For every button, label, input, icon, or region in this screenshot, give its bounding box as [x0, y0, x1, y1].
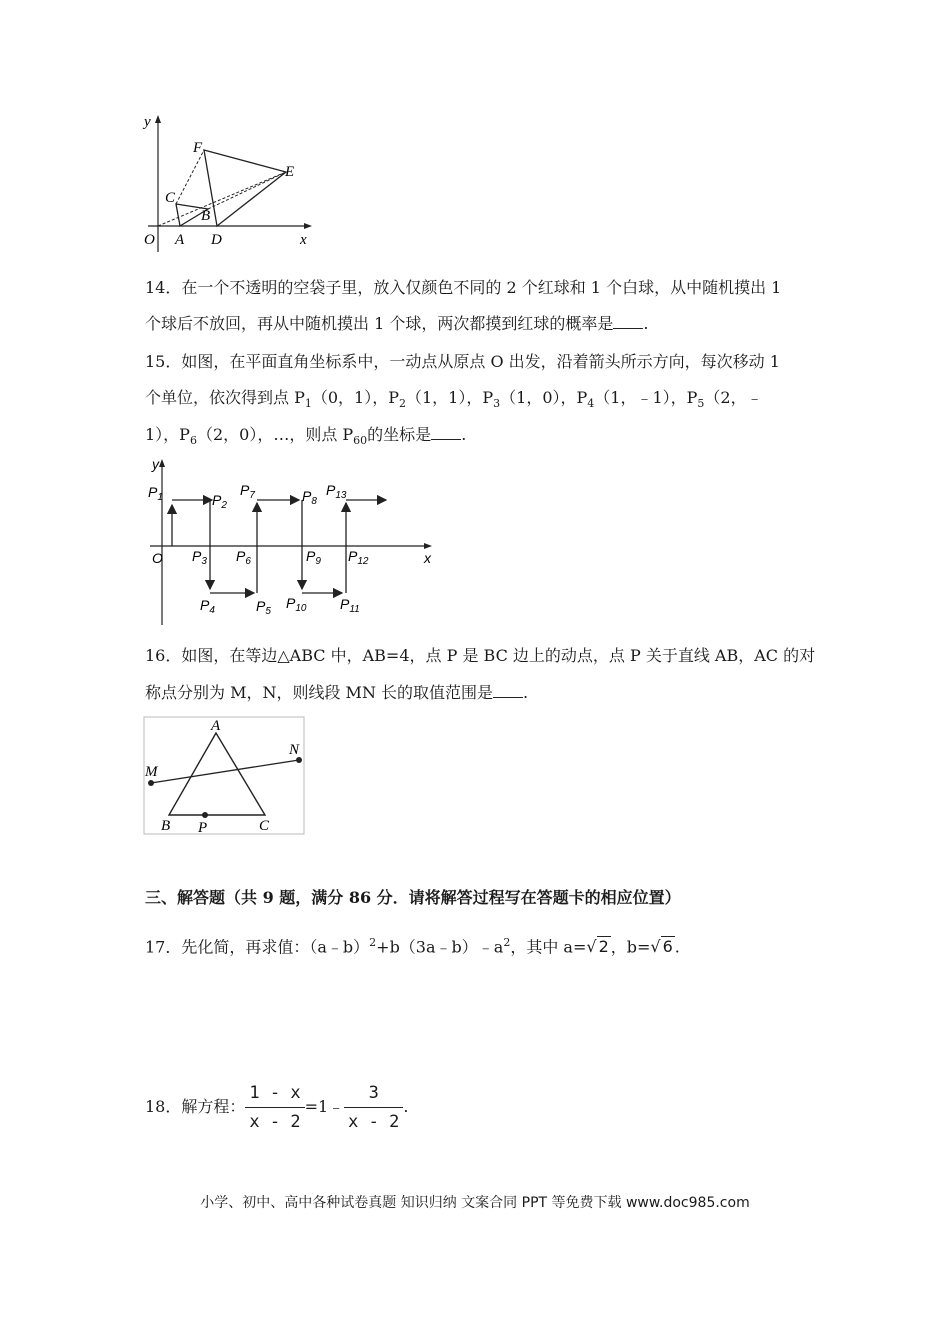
q14-answer-blank [613, 314, 643, 329]
q17-prefix: 17．先化简，再求值：（a﹣b） [145, 937, 370, 957]
q18-mid: =1﹣ [304, 1097, 345, 1116]
q18-fraction-2 [344, 1081, 403, 1134]
q16-line2 [145, 683, 528, 703]
q18-prefix: 18．解方程： [145, 1097, 246, 1116]
q15-sub-2: 2 [399, 397, 406, 411]
q17-mid2: ，其中 a= [510, 937, 587, 957]
q15-end: . [461, 425, 467, 444]
q14-end: . [643, 314, 649, 333]
fig13-label-O: O [144, 232, 155, 248]
q15-sub-1: 1 [304, 397, 312, 411]
fig15-label-y: y [152, 456, 159, 472]
q15-p6-coords: （2，0），…，则点 P [196, 425, 354, 444]
q16-line1: 16．如图，在等边△ABC 中，AB=4，点 P 是 BC 边上的动点，点 P 关于直线 AB，AC 的对 [145, 646, 816, 665]
fig15-label-x: x [424, 550, 431, 566]
q15-line1: 15．如图，在平面直角坐标系中，一动点从原点 O 出发，沿着箭头所示方向，每次移动 1 [145, 352, 780, 371]
q14-line2 [145, 314, 648, 334]
fig16-label-P: P [198, 820, 208, 836]
q18-fraction-2-denominator: x - 2 [348, 1112, 400, 1132]
q15-line2 [145, 388, 763, 414]
fig15-label-P8: $P_8$ [302, 488, 317, 507]
q15-p3-coords: （1，0），P [500, 388, 588, 407]
q18-fraction-1-numerator: 1 - x [245, 1081, 304, 1108]
fig13-label-x: x [300, 232, 307, 248]
figure-q15-zigzag-path [140, 455, 440, 630]
q18-fraction-1-denominator: x - 2 [249, 1112, 301, 1132]
fig13-label-B: B [201, 208, 211, 224]
q17-sqrt-b-radicand: 6 [662, 937, 673, 957]
q15-p4-coords: （1，﹣1），P [594, 388, 698, 407]
q15-sub-4: 4 [587, 397, 595, 411]
page-footer: 小学、初中、高中各种试卷真题 知识归纳 文案合同 PPT 等免费下载 www.doc985.com [200, 1195, 750, 1211]
fig15-label-P11: $P_{11}$ [340, 596, 360, 615]
q17-mid: +b（3a﹣b）﹣a [376, 937, 504, 957]
fig13-label-D: D [211, 232, 222, 248]
fig15-label-P10: $P_{10}$ [286, 595, 307, 614]
q15-answer-blank [431, 425, 461, 440]
q18-fraction-2-numerator: 3 [344, 1081, 403, 1108]
q17-sqrt-a-radicand: 2 [598, 937, 609, 957]
q17-sqrt-b: √ 6 [650, 937, 673, 957]
fig15-label-P7: $P_7$ [240, 482, 255, 501]
q17-line [145, 933, 680, 957]
fig15-label-P5: $P_5$ [256, 598, 271, 617]
figure-q16-triangle [143, 716, 305, 836]
q15-line2-start: 个单位，依次得到点 P [145, 388, 305, 407]
figure-q13-coordinate-triangles [140, 112, 320, 262]
fig13-label-E: E [285, 164, 295, 180]
q18-fraction-1 [245, 1081, 304, 1134]
q14-line1: 14．在一个不透明的空袋子里，放入仅颜色不同的 2 个红球和 1 个白球，从中随机摸出 1 [145, 278, 782, 297]
q15-line3-start: 1），P [145, 425, 190, 444]
q14-line2-text: 个球后不放回，再从中随机摸出 1 个球，两次都摸到红球的概率是 [145, 314, 614, 333]
q16-answer-blank [493, 683, 523, 698]
fig15-label-P1: $P_1$ [148, 484, 163, 503]
q15-p1-coords: （0，1），P [311, 388, 399, 407]
q18-end: . [403, 1097, 409, 1116]
q15-p2-coords: （1，1），P [406, 388, 494, 407]
fig15-label-P13: $P_{13}$ [326, 482, 347, 501]
fig15-label-P2: $P_2$ [212, 492, 227, 511]
q15-p5-coords: （2，﹣ [704, 388, 763, 407]
q15-sub-6: 6 [189, 434, 197, 448]
q15-sub-3: 3 [493, 397, 501, 411]
fig15-label-P3: $P_3$ [192, 548, 207, 567]
q18-line [145, 1081, 408, 1134]
q17-sup-1: 2 [369, 936, 377, 949]
fig15-label-O: O [152, 550, 163, 566]
fig16-label-N: N [289, 742, 300, 758]
section-3-heading: 三、解答题（共 9 题，满分 86 分．请将解答过程写在答题卡的相应位置） [145, 888, 681, 907]
fig15-label-P9: $P_9$ [306, 548, 321, 567]
q15-p60-text: 的坐标是 [367, 425, 432, 444]
q16-line2-text: 称点分别为 M，N，则线段 MN 长的取值范围是 [145, 683, 494, 702]
fig13-label-F: F [193, 140, 203, 156]
fig13-label-C: C [165, 190, 176, 206]
fig15-label-P6: $P_6$ [236, 548, 251, 567]
q17-mid3: ，b= [610, 937, 651, 957]
fig15-label-P4: $P_4$ [200, 597, 215, 616]
fig16-label-M: M [145, 764, 158, 780]
q15-line3 [145, 425, 466, 451]
fig16-label-A: A [211, 718, 221, 734]
fig13-label-A: A [175, 232, 185, 248]
fig15-label-P12: $P_{12}$ [348, 548, 369, 567]
q15-sub-60: 60 [353, 434, 368, 448]
q16-end: . [523, 683, 529, 702]
q17-end: . [674, 937, 680, 957]
q17-sqrt-a: √ 2 [586, 937, 609, 957]
q17-sup-2: 2 [503, 936, 511, 949]
fig13-label-y: y [144, 114, 151, 130]
fig16-label-B: B [161, 818, 171, 834]
fig16-label-C: C [259, 818, 270, 834]
q15-sub-5: 5 [697, 397, 705, 411]
